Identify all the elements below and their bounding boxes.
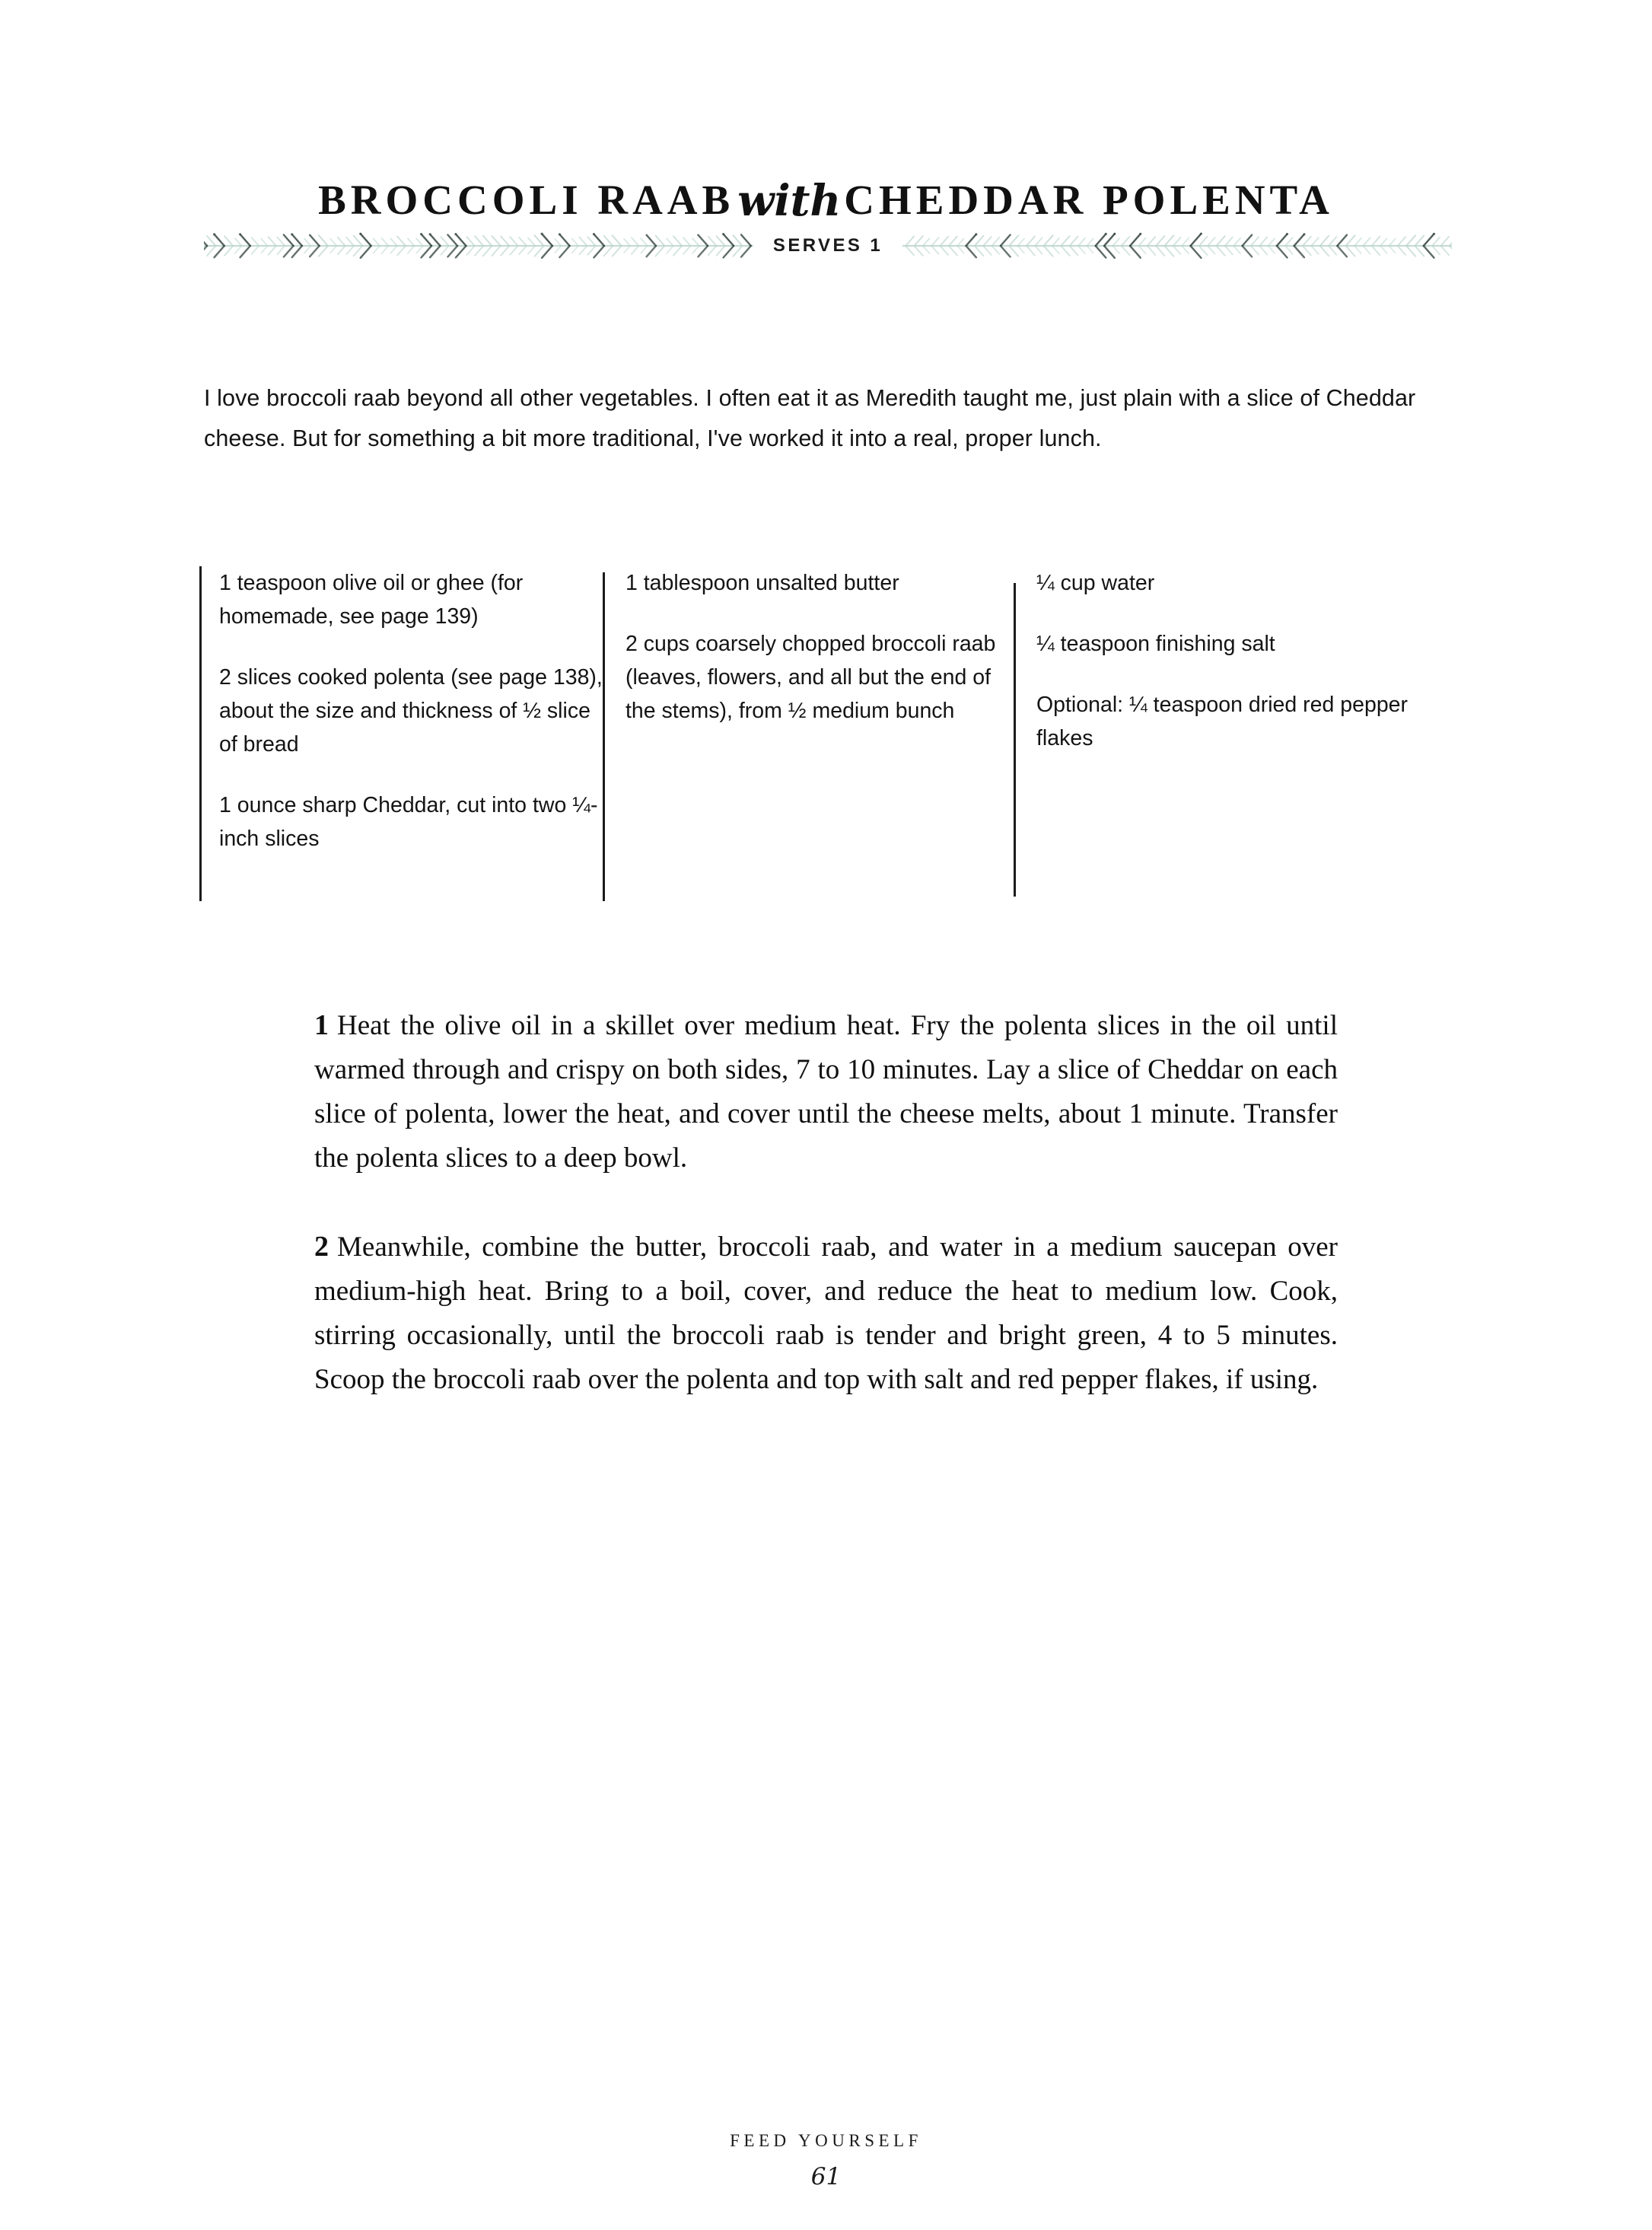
step-number: 1 [314, 1009, 329, 1041]
ingredient-item: 2 cups coarsely chopped broccoli raab (leaves, flowers, and all but the end of the stems), from ½ medium bunch [625, 632, 996, 723]
instruction-steps [314, 1003, 1338, 1402]
ingredient-column-1 [199, 566, 603, 855]
step-number: 2 [314, 1231, 329, 1263]
instruction-step [314, 1003, 1338, 1180]
instruction-step [314, 1225, 1338, 1402]
ingredient-column-3 [1014, 566, 1440, 755]
ornament-right-icon [902, 228, 1452, 263]
serves-divider [204, 227, 1452, 265]
ornament-left-icon [204, 228, 753, 263]
page-footer [0, 2131, 1652, 2190]
page-title-with: with [737, 175, 842, 226]
ingredient-item: 1 ounce sharp Cheddar, cut into two ¼-inch slices [219, 793, 598, 851]
step-text: Meanwhile, combine the butter, broccoli raab, and water in a medium saucepan over medium-high heat. Bring to a boil, cover, and reduce the heat to medium low. Cook, stirring occasionally, until the broccoli raab is tender and bright green, 4 to 5 minutes. Scoop the broccoli raab over the polenta and top with salt and red pepper flakes, if using. [314, 1231, 1338, 1395]
ingredient-item: Optional: ¼ teaspoon dried red pepper flakes [1036, 693, 1408, 750]
ingredient-item: 1 teaspoon olive oil or ghee (for homemade, see page 139) [219, 571, 524, 629]
intro-paragraph: I love broccoli raab beyond all other vegetables. I often eat it as Meredith taught me, just plain with a slice of Cheddar cheese. But for something a bit more traditional, I've worked it into a real, proper lunch. [204, 384, 1416, 451]
page-number: 61 [810, 2163, 842, 2190]
book-section-label: FEED YOURSELF [730, 2131, 922, 2150]
ingredient-item: 2 slices cooked polenta (see page 138), about the size and thickness of ½ slice of bread [219, 665, 603, 757]
ingredient-item: ¼ teaspoon finishing salt [1036, 632, 1275, 656]
ingredient-item: 1 tablespoon unsalted butter [625, 571, 899, 595]
ingredient-item: ¼ cup water [1036, 571, 1155, 595]
serves-label: SERVES 1 [772, 235, 883, 256]
page-title-part-2: CHEDDAR POLENTA [844, 176, 1334, 223]
page-title [0, 174, 1652, 225]
step-text: Heat the olive oil in a skillet over medium heat. Fry the polenta slices in the oil until warmed through and crispy on both sides, 7 to 10 minutes. Lay a slice of Cheddar on each slice of polenta, lower the heat, and cover until the cheese melts, about 1 minute. Transfer the polenta slices to a deep bowl. [314, 1010, 1338, 1174]
ingredient-column-2 [603, 566, 1014, 728]
page-title-part-1: BROCCOLI RAAB [318, 176, 735, 223]
ingredients-list [199, 566, 1463, 855]
